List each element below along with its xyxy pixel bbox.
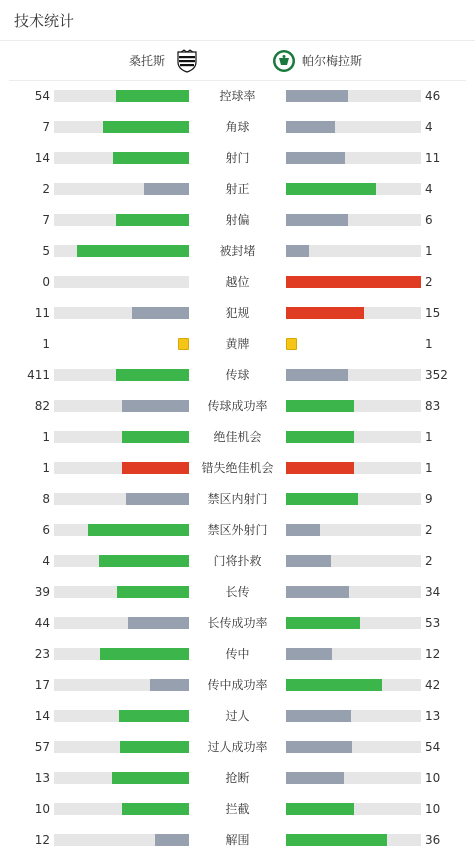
home-stat-value: 44 — [34, 616, 50, 630]
stat-label: 门将扑救 — [213, 554, 262, 568]
home-bar-fill — [100, 648, 189, 660]
away-bar-track — [286, 307, 421, 319]
home-bar-fill — [122, 431, 190, 443]
home-bar-fill — [116, 369, 189, 381]
away-stat-value: 1 — [425, 461, 433, 475]
away-bar-track — [286, 772, 421, 784]
home-bar-track — [54, 276, 189, 288]
santos-crest-icon — [175, 49, 199, 73]
stat-row — [0, 422, 475, 453]
away-bar-fill — [286, 90, 348, 102]
away-bar-track — [286, 214, 421, 226]
stat-label: 长传成功率 — [207, 616, 268, 630]
stat-row — [0, 639, 475, 670]
home-bar-track — [54, 183, 189, 195]
home-bar-track — [54, 803, 189, 815]
stat-label: 射门 — [225, 151, 250, 165]
away-team-name: 帕尔梅拉斯 — [302, 54, 363, 68]
home-stat-value: 14 — [34, 151, 50, 165]
away-stat-value: 54 — [425, 740, 441, 754]
home-bar-fill — [112, 772, 189, 784]
home-bar-track — [54, 152, 189, 164]
home-bar-track — [54, 493, 189, 505]
home-team[interactable] — [9, 49, 237, 73]
home-stat-value: 1 — [42, 430, 50, 444]
away-bar-fill — [286, 462, 354, 474]
away-bar-fill — [286, 741, 352, 753]
away-stat-value: 46 — [425, 89, 441, 103]
home-bar-track — [54, 741, 189, 753]
stat-label: 射正 — [225, 182, 250, 196]
home-yellow-card-icon — [178, 338, 189, 350]
stat-label: 越位 — [225, 275, 250, 289]
stat-label: 被封堵 — [219, 244, 256, 258]
home-stat-value: 13 — [34, 771, 50, 785]
home-stat-value: 39 — [34, 585, 50, 599]
away-stat-value: 6 — [425, 213, 433, 227]
away-bar-track — [286, 524, 421, 536]
home-stat-value: 12 — [34, 833, 50, 847]
away-yellow-card-icon — [286, 338, 297, 350]
away-bar-fill — [286, 834, 387, 846]
away-stat-value: 2 — [425, 554, 433, 568]
away-stat-value: 2 — [425, 523, 433, 537]
home-stat-value: 8 — [42, 492, 50, 506]
away-bar-track — [286, 369, 421, 381]
stat-row — [0, 515, 475, 546]
home-bar-track — [54, 555, 189, 567]
stat-row — [0, 732, 475, 763]
away-bar-fill — [286, 276, 421, 288]
stat-row — [0, 701, 475, 732]
away-stat-value: 9 — [425, 492, 433, 506]
home-team-name: 桑托斯 — [128, 54, 165, 68]
away-bar-track — [286, 276, 421, 288]
away-bar-track — [286, 710, 421, 722]
away-bar-fill — [286, 524, 320, 536]
home-bar-track — [54, 431, 189, 443]
home-stat-value: 1 — [42, 337, 50, 351]
stat-row — [0, 298, 475, 329]
home-stat-value: 6 — [42, 523, 50, 537]
away-bar-track — [286, 400, 421, 412]
away-stat-value: 1 — [425, 244, 433, 258]
home-stat-value: 17 — [34, 678, 50, 692]
away-bar-fill — [286, 431, 354, 443]
away-stat-value: 10 — [425, 802, 441, 816]
away-stat-value: 13 — [425, 709, 441, 723]
stat-label: 拦截 — [225, 802, 250, 816]
stat-label: 犯规 — [225, 306, 250, 320]
stat-label: 传中 — [225, 647, 250, 661]
away-bar-fill — [286, 679, 382, 691]
away-bar-track — [286, 741, 421, 753]
home-bar-fill — [116, 214, 189, 226]
stat-row — [0, 453, 475, 484]
stat-row — [0, 205, 475, 236]
away-stat-value: 12 — [425, 647, 441, 661]
home-bar-track — [54, 586, 189, 598]
stat-label: 过人 — [225, 709, 250, 723]
stat-row — [0, 360, 475, 391]
away-bar-fill — [286, 121, 335, 133]
home-stat-value: 4 — [42, 554, 50, 568]
away-bar-track — [286, 834, 421, 846]
away-bar-fill — [286, 555, 331, 567]
home-bar-fill — [144, 183, 189, 195]
home-stat-value: 2 — [42, 182, 50, 196]
home-bar-track — [54, 245, 189, 257]
home-bar-fill — [122, 462, 190, 474]
stat-label: 角球 — [225, 120, 250, 134]
home-stat-value: 1 — [42, 461, 50, 475]
stat-label: 长传 — [225, 585, 250, 599]
stat-label: 传球成功率 — [207, 399, 268, 413]
home-bar-track — [54, 307, 189, 319]
page-title: 技术统计 — [14, 11, 75, 30]
home-stat-value: 7 — [42, 213, 50, 227]
home-bar-track — [54, 679, 189, 691]
away-bar-track — [286, 555, 421, 567]
home-bar-track — [54, 90, 189, 102]
stat-label: 解围 — [225, 833, 250, 847]
stat-label: 过人成功率 — [207, 740, 268, 754]
stat-row — [0, 329, 475, 360]
away-bar-fill — [286, 369, 348, 381]
stat-label: 禁区内射门 — [207, 492, 268, 506]
home-bar-fill — [150, 679, 189, 691]
away-bar-track — [286, 586, 421, 598]
home-bar-track — [54, 121, 189, 133]
away-bar-fill — [286, 803, 354, 815]
stat-label: 禁区外射门 — [207, 523, 268, 537]
home-stat-value: 57 — [34, 740, 50, 754]
home-bar-track — [54, 400, 189, 412]
home-bar-fill — [116, 90, 189, 102]
teams-header — [9, 41, 466, 81]
away-bar-fill — [286, 214, 348, 226]
home-bar-track — [54, 524, 189, 536]
home-bar-fill — [103, 121, 189, 133]
away-bar-track — [286, 152, 421, 164]
home-bar-fill — [155, 834, 189, 846]
home-bar-track — [54, 462, 189, 474]
away-bar-fill — [286, 245, 309, 257]
home-stat-value: 10 — [34, 802, 50, 816]
away-stat-value: 4 — [425, 182, 433, 196]
home-bar-fill — [120, 741, 189, 753]
stat-label: 传球 — [225, 368, 250, 382]
home-bar-track — [54, 214, 189, 226]
home-bar-track — [54, 369, 189, 381]
away-bar-fill — [286, 772, 344, 784]
stat-row — [0, 391, 475, 422]
away-bar-fill — [286, 152, 345, 164]
home-bar-fill — [99, 555, 189, 567]
home-stat-value: 7 — [42, 120, 50, 134]
stat-row — [0, 608, 475, 639]
away-bar-fill — [286, 400, 354, 412]
home-bar-fill — [77, 245, 189, 257]
away-stat-value: 83 — [425, 399, 441, 413]
home-stat-value: 14 — [34, 709, 50, 723]
stat-row — [0, 546, 475, 577]
away-bar-track — [286, 431, 421, 443]
stat-row — [0, 763, 475, 794]
away-stat-value: 4 — [425, 120, 433, 134]
stat-label: 绝佳机会 — [213, 430, 262, 444]
stat-row — [0, 670, 475, 701]
home-bar-fill — [88, 524, 189, 536]
away-stat-value: 352 — [425, 368, 448, 382]
home-bar-fill — [128, 617, 189, 629]
stat-row — [0, 825, 475, 856]
home-bar-fill — [122, 803, 190, 815]
home-stat-value: 0 — [42, 275, 50, 289]
away-bar-track — [286, 493, 421, 505]
away-team[interactable] — [237, 49, 466, 73]
home-stat-value: 5 — [42, 244, 50, 258]
home-stat-value: 411 — [27, 368, 50, 382]
away-bar-track — [286, 617, 421, 629]
home-bar-track — [54, 834, 189, 846]
palmeiras-crest-icon — [272, 49, 296, 73]
away-bar-track — [286, 245, 421, 257]
stat-row — [0, 794, 475, 825]
away-stat-value: 53 — [425, 616, 441, 630]
home-stat-value: 82 — [34, 399, 50, 413]
home-bar-track — [54, 648, 189, 660]
away-bar-track — [286, 183, 421, 195]
away-stat-value: 42 — [425, 678, 441, 692]
away-bar-fill — [286, 617, 360, 629]
page-title-bar — [0, 0, 475, 41]
away-bar-fill — [286, 586, 349, 598]
stats-list — [0, 81, 475, 856]
stat-row — [0, 81, 475, 112]
stat-label: 控球率 — [219, 89, 256, 103]
away-bar-track — [286, 90, 421, 102]
away-stat-value: 1 — [425, 430, 433, 444]
stat-row — [0, 267, 475, 298]
away-bar-fill — [286, 710, 351, 722]
away-bar-track — [286, 648, 421, 660]
away-stat-value: 11 — [425, 151, 441, 165]
away-stat-value: 15 — [425, 306, 441, 320]
away-bar-track — [286, 679, 421, 691]
home-bar-track — [54, 617, 189, 629]
stat-row — [0, 484, 475, 515]
stat-label: 射偏 — [225, 213, 250, 227]
away-bar-track — [286, 803, 421, 815]
home-stat-value: 54 — [34, 89, 50, 103]
away-stat-value: 10 — [425, 771, 441, 785]
stat-row — [0, 236, 475, 267]
home-stat-value: 23 — [34, 647, 50, 661]
stat-row — [0, 112, 475, 143]
home-bar-track — [54, 710, 189, 722]
stat-label: 错失绝佳机会 — [201, 461, 274, 475]
away-stat-value: 34 — [425, 585, 441, 599]
stat-row — [0, 143, 475, 174]
home-stat-value: 11 — [34, 306, 50, 320]
home-bar-fill — [119, 710, 189, 722]
away-bar-track — [286, 462, 421, 474]
home-bar-fill — [117, 586, 189, 598]
away-stat-value: 2 — [425, 275, 433, 289]
home-bar-fill — [113, 152, 189, 164]
home-bar-track — [54, 772, 189, 784]
away-bar-fill — [286, 493, 358, 505]
home-bar-fill — [132, 307, 189, 319]
stat-label: 黄牌 — [225, 337, 250, 351]
away-bar-fill — [286, 183, 376, 195]
stat-label: 抢断 — [225, 771, 250, 785]
home-bar-fill — [126, 493, 189, 505]
stat-row — [0, 577, 475, 608]
stat-label: 传中成功率 — [207, 678, 268, 692]
away-bar-fill — [286, 307, 364, 319]
away-stat-value: 1 — [425, 337, 433, 351]
away-bar-track — [286, 121, 421, 133]
away-stat-value: 36 — [425, 833, 441, 847]
stat-row — [0, 174, 475, 205]
away-bar-fill — [286, 648, 332, 660]
home-bar-fill — [122, 400, 190, 412]
